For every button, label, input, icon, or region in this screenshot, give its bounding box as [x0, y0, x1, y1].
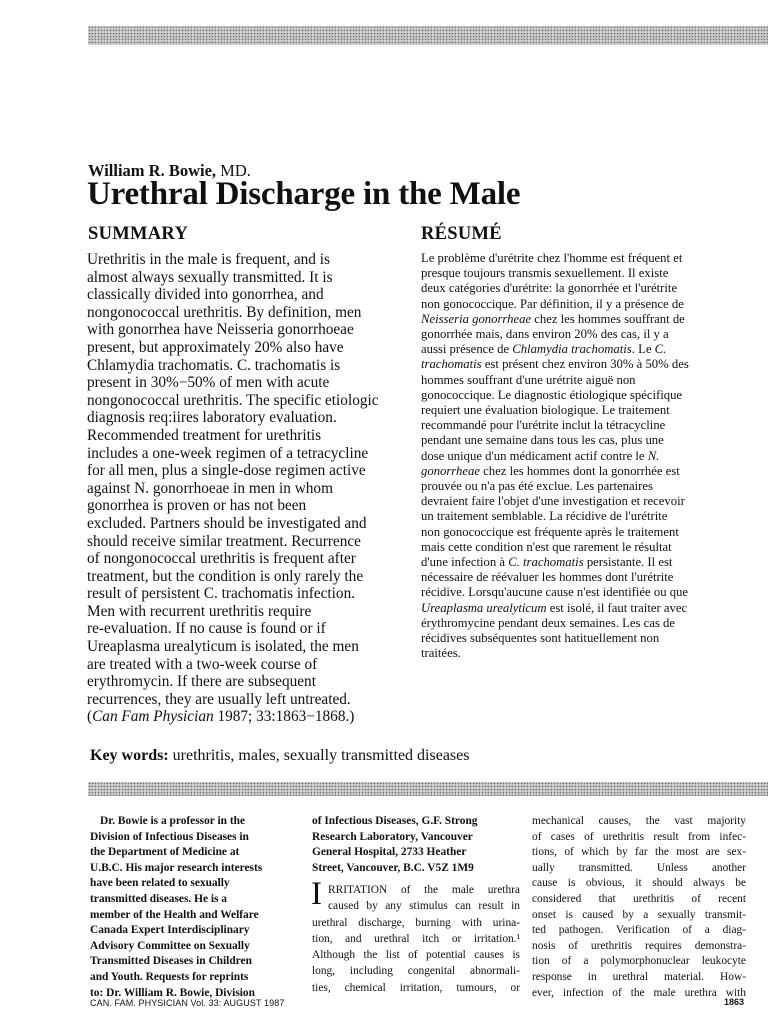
body-line: urethral discharge, burning with urina-: [312, 916, 520, 929]
body-line: response in urethral material. How-: [532, 970, 746, 983]
summary-line: diagnosis req:iires laboratory evaluation.: [87, 409, 337, 427]
author-affiliation-note: [90, 814, 305, 1001]
resume-line: récidives subséquentes sont hatituellement non: [421, 631, 660, 646]
summary-line: Chlamydia trachomatis. C. trachomatis is: [87, 356, 341, 374]
summary-line: recurrences, they are usually left untreated.: [87, 690, 351, 708]
resume-heading: RÉSUMÉ: [421, 224, 502, 244]
author-name: William R. Bowie,: [88, 161, 217, 180]
summary-line: treatment, but the condition is only rarely the: [87, 567, 364, 585]
summary-line: for all men, plus a single-dose regimen active: [87, 462, 366, 480]
author-note-line: to: Dr. William R. Bowie, Division: [90, 986, 255, 999]
summary-line: result of persistent C. trachomatis infection.: [87, 585, 356, 603]
resume-line: mais cette condition n'est que rarement le résultat: [421, 539, 672, 554]
body-text-column-2: [532, 814, 746, 1001]
body-line: onset is caused by a sexually transmit-: [532, 908, 746, 921]
address-line: Research Laboratory, Vancouver: [312, 830, 473, 843]
address-line: Street, Vancouver, B.C. V5Z 1M9: [312, 861, 474, 874]
summary-line: (Can Fam Physician 1987; 33:1863−1868.): [87, 708, 355, 726]
resume-line: prouvée ou n'a pas été exclue. Les partenaires: [421, 479, 653, 494]
resume-line: trachomatis est présent chez environ 30% à 50% des: [421, 357, 689, 372]
author-note-line: U.B.C. His major research interests: [90, 861, 263, 874]
address-line: General Hospital, 2733 Heather: [312, 846, 467, 859]
body-line: tion of a polymorphonuclear leukocyte: [532, 955, 746, 968]
body-line: cause is obvious, it should always be: [532, 877, 746, 890]
author-note-line: Division of Infectious Diseases in: [90, 830, 249, 843]
resume-line: d'une infection à C. trachomatis persistante. Il est: [421, 555, 673, 570]
body-line: tions, of which by far the most are sex-: [532, 846, 746, 859]
body-line: long, including congenital abnormali-: [312, 965, 520, 978]
body-text-column-1: [312, 882, 520, 996]
resume-line: presque toujours transmis sexuellement. Il existe: [421, 266, 669, 281]
address-line: of Infectious Diseases, G.F. Strong: [312, 815, 478, 827]
resume-line: requiert une évaluation biologique. Le traitement: [421, 403, 670, 418]
summary-line: nongonococcal urethritis. By definition, men: [87, 303, 362, 321]
body-line: nosis of urethritis requires demonstra-: [532, 939, 746, 952]
summary-line: are treated with a two-week course of: [87, 655, 318, 673]
keywords-label: Key words:: [90, 747, 169, 764]
summary-line: Urethritis in the male is frequent, and is: [87, 251, 330, 268]
summary-line: against N. gonorrhoeae in men in whom: [87, 479, 333, 497]
keywords-text: urethritis, males, sexually transmitted diseases: [168, 747, 470, 764]
summary-line: erythromycin. If there are subsequent: [87, 673, 316, 691]
body-line: Although the list of potential causes is: [312, 949, 520, 962]
resume-line: érythromycine pendant deux semaines. Les cas de: [421, 615, 676, 630]
resume-line: dose unique d'un médicament actif contre le N.: [421, 448, 660, 463]
page-number: 1863: [724, 997, 745, 1007]
resume-line: recommandé pour l'urétrite inclut la tétracycline: [421, 418, 666, 433]
resume-line: un traitement semblable. La récidive de l'urétrite: [421, 509, 668, 524]
author-note-line: transmitted diseases. He is a: [90, 892, 227, 905]
body-line: mechanical causes, the vast majority: [532, 815, 746, 827]
author-note-line: and Youth. Requests for reprints: [90, 970, 249, 983]
summary-line: present in 30%−50% of men with acute: [87, 374, 330, 392]
summary-line: classically divided into gonorrhea, and: [87, 286, 324, 304]
resume-line: devraient faire l'objet d'une investigation et recevoir: [421, 494, 685, 509]
summary-line: excluded. Partners should be investigated and: [87, 514, 367, 532]
resume-line: gonorrhée mais, dans environ 20% des cas, il y a: [421, 327, 669, 342]
resume-line: Le problème d'urétrite chez l'homme est fréquent et: [421, 251, 683, 265]
footer-journal-citation: CAN. FAM. PHYSICIAN Vol. 33: AUGUST 1987: [90, 998, 285, 1008]
summary-line: Ureaplasma urealyticum is isolated, the men: [87, 638, 359, 656]
body-line: ties, chemical irritation, tumours, or: [312, 981, 520, 994]
summary-line: with gonorrhea have Neisseria gonorrhoeae: [87, 321, 354, 339]
summary-line: should receive similar treatment. Recurrence: [87, 532, 361, 550]
resume-text: [421, 251, 751, 661]
keywords-line: [90, 747, 469, 765]
resume-line: Ureaplasma urealyticum est isolé, il faut traiter avec: [421, 600, 688, 615]
summary-line: gonorrhea is proven or has not been: [87, 497, 307, 515]
body-line: considered that urethritis of recent: [532, 892, 746, 905]
summary-line: of nongonococcal urethritis is frequent after: [87, 550, 356, 568]
resume-line: pendant une semaine dans tous les cas, plus une: [421, 433, 664, 448]
resume-line: aussi présence de Chlamydia trachomatis. Le C.: [421, 342, 667, 357]
summary-text: [87, 251, 417, 726]
author-note-line: Dr. Bowie is a professor in the: [100, 815, 246, 827]
resume-line: gonococcique. Le diagnostic étiologique spécifique: [421, 387, 683, 402]
summary-line: almost always sexually transmitted. It is: [87, 268, 333, 286]
author-note-line: the Department of Medicine at: [90, 846, 240, 859]
body-line: tion, and urethral itch or irritation.¹: [312, 932, 520, 945]
summary-line: re-evaluation. If no cause is found or if: [87, 620, 326, 638]
body-line: ually transmitted. Unless another: [532, 861, 746, 874]
author-note-line: Transmitted Diseases in Children: [90, 955, 252, 968]
summary-line: nongonococcal urethritis. The specific etiologic: [87, 391, 379, 409]
author-degree: MD.: [220, 161, 251, 180]
resume-line: Neisseria gonorrheae chez les hommes souffrant de: [421, 311, 685, 326]
author-address: [312, 814, 522, 876]
summary-line: present, but approximately 20% also have: [87, 338, 344, 356]
summary-line: Men with recurrent urethritis require: [87, 602, 312, 620]
halftone-band-divider: [88, 782, 768, 796]
article-title: Urethral Discharge in the Male: [87, 176, 521, 212]
body-line: RRITATION of the male urethra: [328, 884, 520, 896]
author-note-line: member of the Health and Welfare: [90, 908, 259, 921]
summary-heading: SUMMARY: [88, 224, 189, 244]
halftone-band-top: [88, 26, 768, 45]
body-line: ever, infection of the male urethra with: [532, 986, 746, 999]
body-line: of cases of urethritis result from infec-: [532, 830, 746, 843]
summary-line: Recommended treatment for urethritis: [87, 426, 322, 444]
body-line: caused by any stimulus can result in: [328, 900, 520, 913]
drop-cap-letter: I: [311, 876, 322, 912]
resume-line: non gonococcique. Par définition, il y a présence de: [421, 296, 684, 311]
resume-line: nécessaire de réévaluer les hommes dont l'urétrite: [421, 570, 674, 585]
resume-line: traitées.: [421, 646, 461, 661]
resume-line: deux catégories d'urétrite: la gonorrhée et l'urétrite: [421, 281, 678, 296]
resume-line: non gonococcique est fréquente après le traitement: [421, 524, 679, 539]
author-note-line: Canada Expert Interdisciplinary: [90, 924, 250, 937]
author-note-line: Advisory Committee on Sexually: [90, 939, 250, 952]
resume-line: gonorrheae chez les hommes dont la gonorrhée est: [421, 463, 680, 478]
summary-line: includes a one-week regimen of a tetracycline: [87, 444, 369, 462]
resume-line: récidive. Lorsqu'aucune cause n'est identifiée ou que: [421, 585, 689, 600]
resume-line: hommes souffrant d'une urétrite aiguë non: [421, 372, 636, 387]
body-line: ted pathogen. Verification of a diag-: [532, 924, 746, 937]
author-note-line: have been related to sexually: [90, 877, 230, 890]
